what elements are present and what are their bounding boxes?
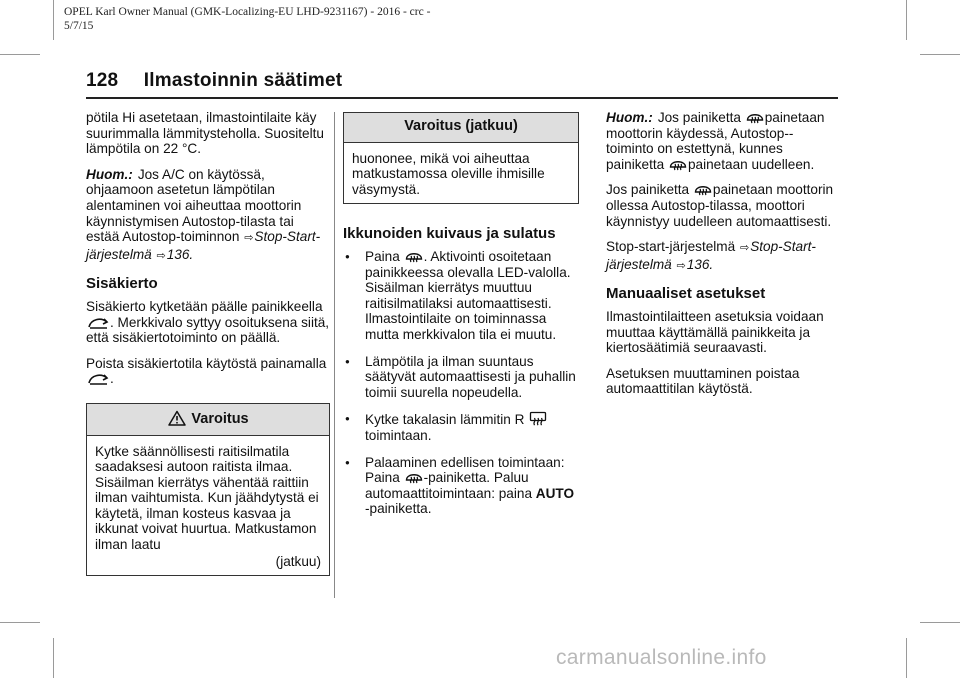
cross-reference-page[interactable]: 136 — [166, 246, 190, 262]
cross-reference-icon: ⇨ — [244, 232, 254, 245]
meta-line-1: OPEL Karl Owner Manual (GMK-Localizing-EU LHD-9231167) - 2016 - crc - — [64, 6, 431, 18]
note-paragraph: Huom.: Jos A/C on käytössä, ohjaamoon asetetun lämpötilan alentaminen voi aiheuttaa moottorin käynnistymisen Autostop-tilasta tai estää Autostop-toiminnon ⇨Stop-Start-järjestelmä ⇨136. — [86, 167, 330, 265]
cross-reference-link[interactable]: Stop-Start-järjestelmä — [606, 239, 816, 272]
note-label: Huom.: — [86, 166, 133, 182]
note-paragraph: Huom.: Jos painiketta painetaan moottorin käydessä, Autostop-- toiminto on estettynä, kunnes painiketta painetaan uudelleen. — [606, 110, 825, 172]
defrost-icon — [694, 182, 712, 197]
column-separator — [334, 112, 335, 598]
crop-mark — [920, 54, 960, 55]
warning-body: huononee, mikä voi aiheuttaa matkustamossa oleville ihmisille väsymystä. — [352, 150, 545, 197]
cross-reference-link[interactable]: Stop-Start-järjestelmä — [86, 229, 321, 262]
cross-reference-icon: ⇨ — [739, 242, 750, 255]
manual-settings-paragraph-1: Ilmastointilaitteen asetuksia voidaan muuttaa käyttämällä painikkeita ja kiertosäätimiä seuraavasti. — [606, 308, 824, 356]
cross-reference-icon: ⇨ — [156, 249, 166, 262]
watermark: carmanualsonline.info — [556, 646, 767, 669]
crop-mark — [0, 622, 40, 623]
stop-start-reference: Stop-start-järjestelmä ⇨Stop-Start-järjestelmä ⇨136. — [606, 239, 842, 274]
list-item: ● Paina . Aktivointi osoitetaan painikkeessa olevalla LED-valolla. Sisäilman kierrätys muuttuu raitisilmatilaksi automaattisesti. Ilmastointilaite on toiminnassa mutta merkkivalon tila ei muutu. — [343, 249, 579, 343]
heading-defrost: Ikkunoiden kuivaus ja sulatus — [343, 225, 556, 243]
rear-window-heater-icon — [529, 411, 547, 427]
note-label: Huom.: — [606, 110, 653, 125]
document-meta-header — [64, 5, 584, 33]
list-item: ● Palaaminen edellisen toimintaan: Paina -painiketta. Paluu automaattitoimintaan: paina AUTO -painiketta. — [343, 455, 579, 517]
warning-triangle-icon — [168, 410, 186, 426]
defrost-icon — [405, 470, 423, 485]
column-3 — [606, 110, 842, 407]
list-item: ● Kytke takalasin lämmitin R toimintaan. — [343, 411, 579, 443]
note-text: Jos A/C on käytössä, ohjaamoon asetetun lämpötilan alentaminen voi aiheuttaa moottorin käynnistymisen Autostop-tilasta tai estää Autostop-toiminnon — [86, 166, 302, 245]
page-number: 128 — [86, 70, 119, 91]
defrost-icon — [669, 157, 687, 172]
heading-manual-settings: Manuaaliset asetukset — [606, 285, 766, 303]
recirculation-paragraph-2: Poista sisäkiertotila käytöstä painamalla . — [86, 355, 327, 387]
crop-mark — [0, 54, 40, 55]
cross-reference-icon: ⇨ — [676, 259, 686, 272]
page-title — [86, 70, 342, 92]
warning-box-continued — [343, 112, 579, 204]
crop-mark — [906, 638, 907, 678]
recirculation-icon — [87, 316, 109, 330]
cross-reference-page[interactable]: 136 — [686, 256, 710, 272]
intro-paragraph: pötila Hi asetetaan, ilmastointilaite käy suurimmalla lämmitysteholla. Suositeltu lämpötila on 22 °C. — [86, 110, 324, 157]
meta-line-2: 5/7/15 — [64, 20, 94, 32]
heading-recirculation: Sisäkierto — [86, 275, 158, 293]
autostop-paragraph: Jos painiketta painetaan moottorin ollessa Autostop-tilassa, moottori käynnistyy uudelleen automaattisesti. — [606, 182, 834, 229]
title-rule — [86, 97, 838, 99]
column-2 — [343, 110, 579, 528]
warning-header: Varoitus (jatkuu) — [344, 113, 578, 143]
defrost-icon — [405, 249, 423, 264]
column-1 — [86, 110, 330, 576]
continued-label: (jatkuu) — [275, 553, 321, 569]
recirculation-icon — [87, 372, 109, 386]
crop-mark — [906, 0, 907, 40]
manual-settings-paragraph-2: Asetuksen muuttaminen poistaa automaattitilan käytöstä. — [606, 365, 800, 397]
crop-mark — [53, 0, 54, 40]
defrost-list — [343, 249, 579, 517]
auto-button-label: AUTO — [535, 485, 575, 501]
crop-mark — [920, 622, 960, 623]
list-item: ● Lämpötila ja ilman suuntaus säätyvät automaattisesti ja puhallin toimii suurella nopeudella. — [343, 354, 579, 401]
section-title: Ilmastoinnin säätimet — [143, 70, 343, 91]
warning-box — [86, 403, 330, 576]
warning-body: Kytke säännöllisesti raitisilmatila saadaksesi autoon raitista ilmaa. Sisäilman kierrätys vähentää raittiin ilman vaihtumista. Kun jäähdytystä ei käytetä, ilman kosteus kasvaa ja ikkunat voivat huurtua. Matkustamon ilman laatu (jatkuu) — [95, 443, 321, 569]
defrost-icon — [746, 110, 764, 125]
warning-header — [87, 404, 329, 436]
recirculation-paragraph-1: Sisäkierto kytketään päälle painikkeella . Merkkivalo syttyy osoituksena siitä, että sisäkiertotoiminto on päällä. — [86, 298, 330, 346]
warning-title: Varoitus — [191, 410, 249, 427]
crop-mark — [53, 638, 54, 678]
